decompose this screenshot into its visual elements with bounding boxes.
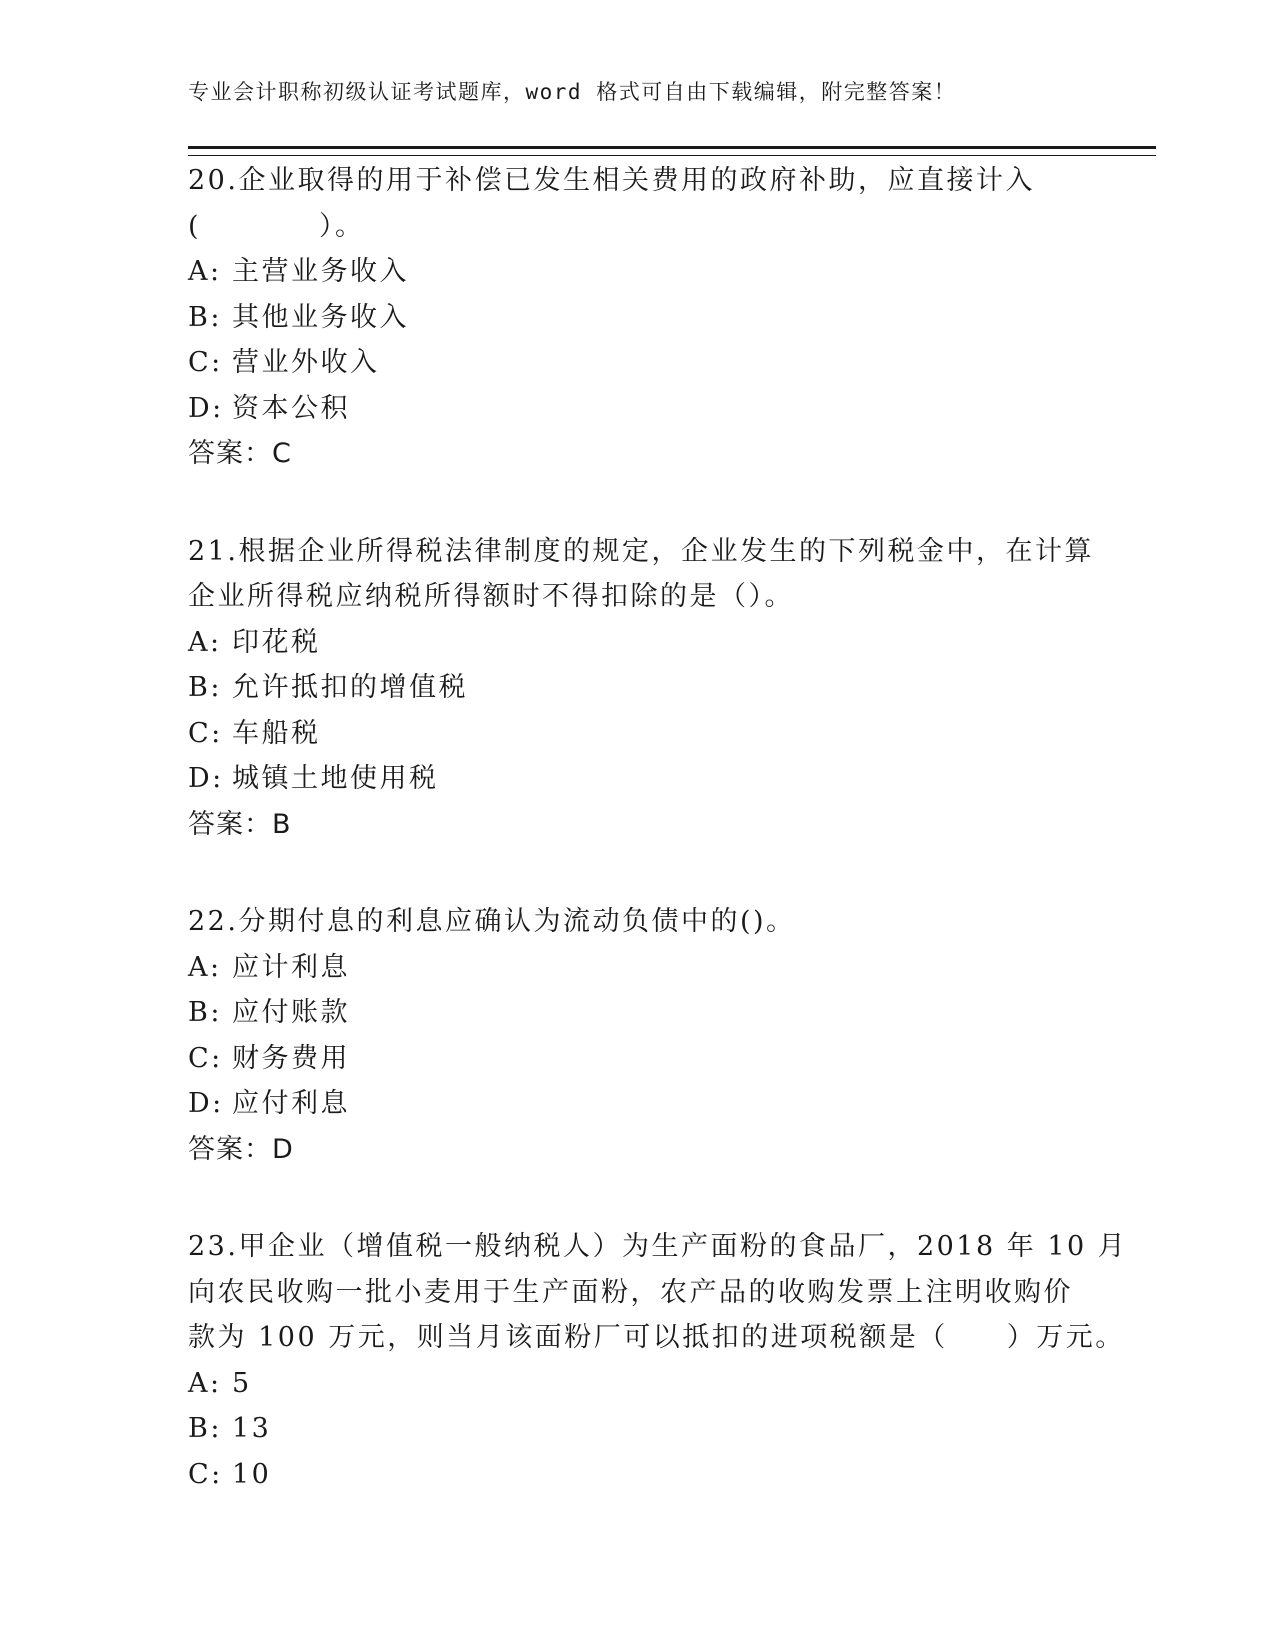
option-key: A: xyxy=(188,626,222,658)
option-key: C: xyxy=(188,347,223,378)
option-key: A: xyxy=(188,1367,222,1399)
option-text: 车船税 xyxy=(232,717,321,749)
option-key: A: xyxy=(188,951,222,983)
answer-line: 答案：C xyxy=(188,438,292,469)
option-c xyxy=(188,1452,1128,1498)
option-text: 应付账款 xyxy=(232,997,350,1028)
option-d xyxy=(188,386,1128,432)
option-d xyxy=(188,756,1128,802)
option-text: 营业外收入 xyxy=(232,347,380,378)
option-text: 城镇土地使用税 xyxy=(232,763,439,794)
option-text: 5 xyxy=(232,1367,252,1399)
question-list xyxy=(188,158,1128,1549)
option-text: 其他业务收入 xyxy=(232,301,409,333)
question-20 xyxy=(188,158,1128,477)
option-text: 印花税 xyxy=(232,626,321,658)
page-header: 专业会计职称初级认证考试题库，word 格式可自由下载编辑，附完整答案！ xyxy=(188,80,957,104)
option-c xyxy=(188,340,1128,386)
option-key: C: xyxy=(188,717,223,749)
question-text-line: 23.甲企业（增值税一般纳税人）为生产面粉的食品厂，2018 年 10 月 xyxy=(188,1231,1128,1262)
question-23 xyxy=(188,1224,1128,1497)
answer-line: 答案：D xyxy=(188,1133,294,1165)
option-key: B: xyxy=(188,672,222,703)
option-text: 13 xyxy=(232,1413,272,1444)
question-22 xyxy=(188,899,1128,1172)
question-text-line: ( ）。 xyxy=(188,210,365,242)
header-divider xyxy=(188,146,1156,156)
option-c xyxy=(188,1036,1128,1082)
question-text-line: 向农民收购一批小麦用于生产面粉，农产品的收购发票上注明收购价 xyxy=(188,1276,1073,1308)
option-b xyxy=(188,295,1128,341)
option-key: D: xyxy=(188,763,224,794)
option-text: 应计利息 xyxy=(232,951,350,983)
question-21 xyxy=(188,529,1128,848)
option-c xyxy=(188,711,1128,757)
option-a xyxy=(188,620,1128,666)
option-key: A: xyxy=(188,256,222,287)
option-d xyxy=(188,1081,1128,1127)
option-a xyxy=(188,1361,1128,1407)
option-b xyxy=(188,990,1128,1036)
option-key: D: xyxy=(188,392,224,424)
option-text: 财务费用 xyxy=(232,1042,350,1074)
option-key: C: xyxy=(188,1458,223,1490)
option-key: B: xyxy=(188,301,222,333)
option-text: 10 xyxy=(232,1458,272,1490)
answer-line: 答案：B xyxy=(188,808,292,840)
question-text-line: 款为 100 万元，则当月该面粉厂可以抵扣的进项税额是（ ）万元。 xyxy=(188,1322,1125,1353)
option-text: 应付利息 xyxy=(232,1088,350,1119)
option-b xyxy=(188,1406,1128,1452)
option-key: B: xyxy=(188,1413,222,1444)
question-text-line: 20.企业取得的用于补偿已发生相关费用的政府补助，应直接计入 xyxy=(188,165,1035,196)
option-a xyxy=(188,945,1128,991)
option-key: D: xyxy=(188,1088,224,1119)
option-b xyxy=(188,665,1128,711)
question-text-line: 22.分期付息的利息应确认为流动负债中的()。 xyxy=(188,906,796,937)
option-a xyxy=(188,249,1128,295)
question-text-line: 21.根据企业所得税法律制度的规定，企业发生的下列税金中，在计算 xyxy=(188,535,1094,567)
option-key: B: xyxy=(188,997,222,1028)
option-key: C: xyxy=(188,1042,223,1074)
option-text: 主营业务收入 xyxy=(232,256,409,287)
option-text: 资本公积 xyxy=(232,392,350,424)
option-text: 允许抵扣的增值税 xyxy=(232,672,468,703)
question-text-line: 企业所得税应纳税所得额时不得扣除的是（）。 xyxy=(188,581,794,612)
